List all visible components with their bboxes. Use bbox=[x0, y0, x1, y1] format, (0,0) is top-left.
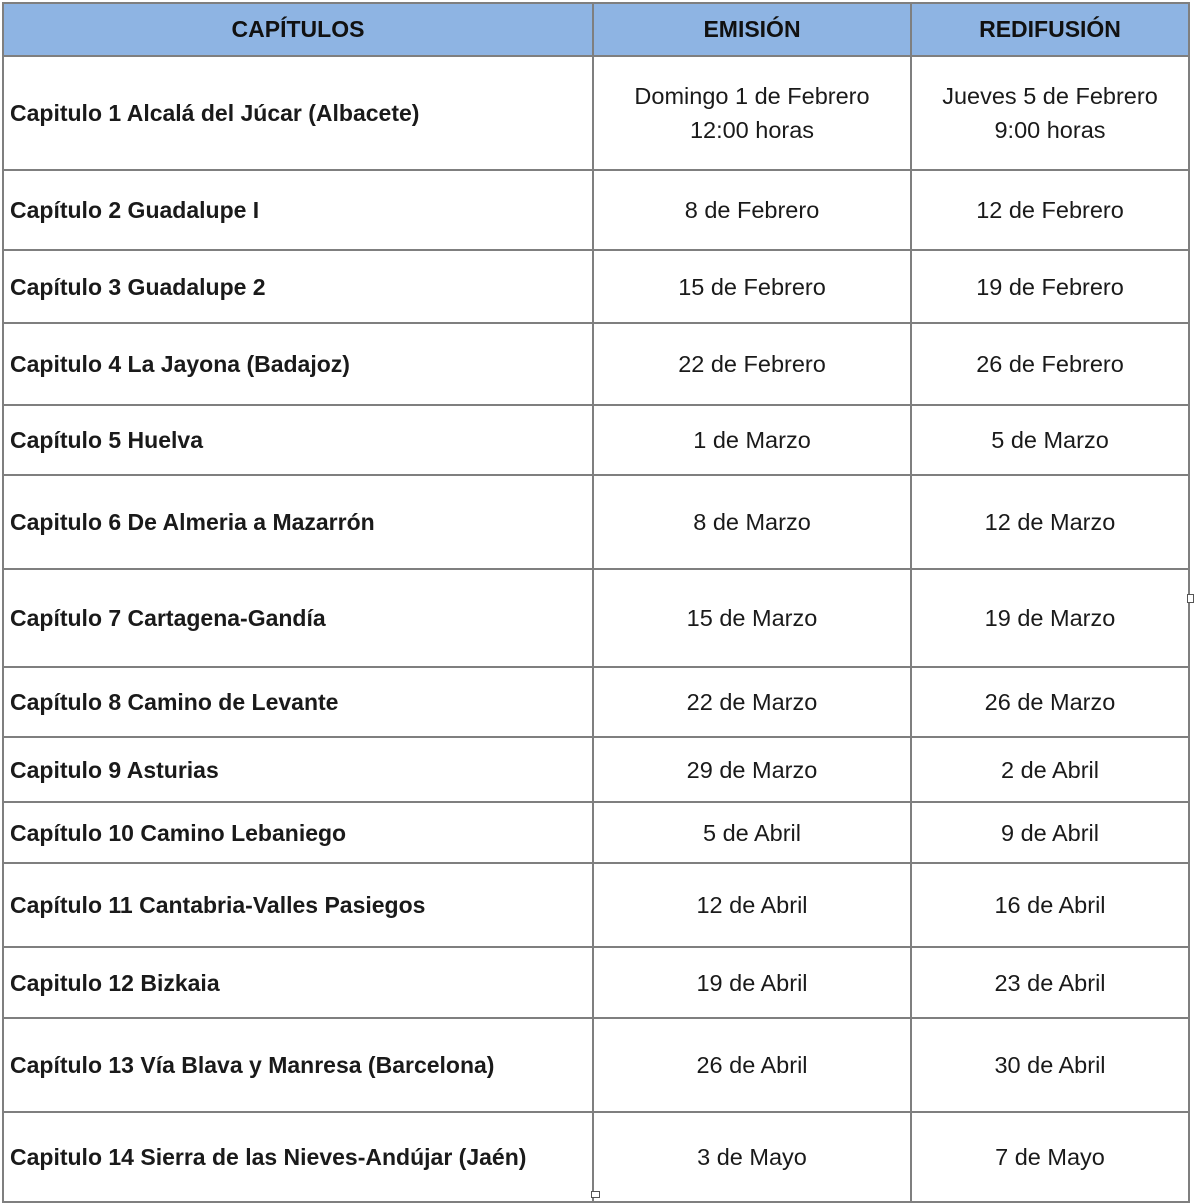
chapter-cell: Capitulo 12 Bizkaia bbox=[3, 947, 593, 1018]
chapter-cell: Capítulo 11 Cantabria-Valles Pasiegos bbox=[3, 863, 593, 947]
chapter-cell: Capitulo 9 Asturias bbox=[3, 737, 593, 802]
rebroadcast-cell: 9 de Abril bbox=[911, 802, 1189, 863]
emission-cell: 29 de Marzo bbox=[593, 737, 911, 802]
rebroadcast-cell: 26 de Marzo bbox=[911, 667, 1189, 737]
rebroadcast-cell: 16 de Abril bbox=[911, 863, 1189, 947]
chapter-cell: Capitulo 4 La Jayona (Badajoz) bbox=[3, 323, 593, 405]
emission-cell: 5 de Abril bbox=[593, 802, 911, 863]
emission-cell: 8 de Febrero bbox=[593, 170, 911, 250]
rebroadcast-cell: 19 de Febrero bbox=[911, 250, 1189, 323]
table-row bbox=[3, 250, 1189, 323]
emission-cell: 15 de Febrero bbox=[593, 250, 911, 323]
emission-cell: 22 de Marzo bbox=[593, 667, 911, 737]
rebroadcast-cell: 2 de Abril bbox=[911, 737, 1189, 802]
header-chapters: CAPÍTULOS bbox=[3, 3, 593, 56]
emission-cell: 22 de Febrero bbox=[593, 323, 911, 405]
rebroadcast-cell: 26 de Febrero bbox=[911, 323, 1189, 405]
emission-cell: 12 de Abril bbox=[593, 863, 911, 947]
emission-time: 12:00 horas bbox=[689, 117, 815, 143]
table-row bbox=[3, 1018, 1189, 1112]
resize-handle-right[interactable] bbox=[1187, 594, 1194, 603]
chapter-cell: Capitulo 1 Alcalá del Júcar (Albacete) bbox=[3, 56, 593, 170]
table-row bbox=[3, 737, 1189, 802]
schedule-table bbox=[2, 2, 1190, 1203]
rebroadcast-cell: 5 de Marzo bbox=[911, 405, 1189, 475]
table-row bbox=[3, 170, 1189, 250]
chapter-cell: Capítulo 10 Camino Lebaniego bbox=[3, 802, 593, 863]
header-rebroadcast: REDIFUSIÓN bbox=[911, 3, 1189, 56]
table-row bbox=[3, 802, 1189, 863]
emission-cell bbox=[593, 56, 911, 170]
table-row bbox=[3, 863, 1189, 947]
rebroadcast-cell: 7 de Mayo bbox=[911, 1112, 1189, 1202]
table-row bbox=[3, 405, 1189, 475]
chapter-cell: Capitulo 14 Sierra de las Nieves-Andújar (Jaén) bbox=[3, 1112, 593, 1202]
emission-date: Domingo 1 de Febrero bbox=[634, 83, 870, 109]
chapter-cell: Capitulo 6 De Almeria a Mazarrón bbox=[3, 475, 593, 569]
chapter-cell: Capítulo 5 Huelva bbox=[3, 405, 593, 475]
emission-cell: 19 de Abril bbox=[593, 947, 911, 1018]
rebroadcast-cell bbox=[911, 56, 1189, 170]
header-row bbox=[3, 3, 1189, 56]
rebroadcast-time: 9:00 horas bbox=[994, 117, 1106, 143]
table-row bbox=[3, 323, 1189, 405]
table-row bbox=[3, 56, 1189, 170]
chapter-cell: Capítulo 3 Guadalupe 2 bbox=[3, 250, 593, 323]
rebroadcast-cell: 12 de Marzo bbox=[911, 475, 1189, 569]
resize-handle-bottom[interactable] bbox=[591, 1191, 600, 1198]
chapter-cell: Capítulo 7 Cartagena-Gandía bbox=[3, 569, 593, 667]
rebroadcast-date: Jueves 5 de Febrero bbox=[942, 83, 1158, 109]
table-row bbox=[3, 947, 1189, 1018]
table-row bbox=[3, 667, 1189, 737]
header-emission: EMISIÓN bbox=[593, 3, 911, 56]
emission-cell: 15 de Marzo bbox=[593, 569, 911, 667]
table-row bbox=[3, 475, 1189, 569]
rebroadcast-cell: 23 de Abril bbox=[911, 947, 1189, 1018]
table-row bbox=[3, 569, 1189, 667]
chapter-cell: Capítulo 8 Camino de Levante bbox=[3, 667, 593, 737]
emission-cell: 26 de Abril bbox=[593, 1018, 911, 1112]
rebroadcast-cell: 19 de Marzo bbox=[911, 569, 1189, 667]
emission-cell: 8 de Marzo bbox=[593, 475, 911, 569]
chapter-cell: Capítulo 13 Vía Blava y Manresa (Barcelona) bbox=[3, 1018, 593, 1112]
emission-cell: 3 de Mayo bbox=[593, 1112, 911, 1202]
table-row bbox=[3, 1112, 1189, 1202]
rebroadcast-cell: 12 de Febrero bbox=[911, 170, 1189, 250]
rebroadcast-cell: 30 de Abril bbox=[911, 1018, 1189, 1112]
chapter-cell: Capítulo 2 Guadalupe I bbox=[3, 170, 593, 250]
emission-cell: 1 de Marzo bbox=[593, 405, 911, 475]
